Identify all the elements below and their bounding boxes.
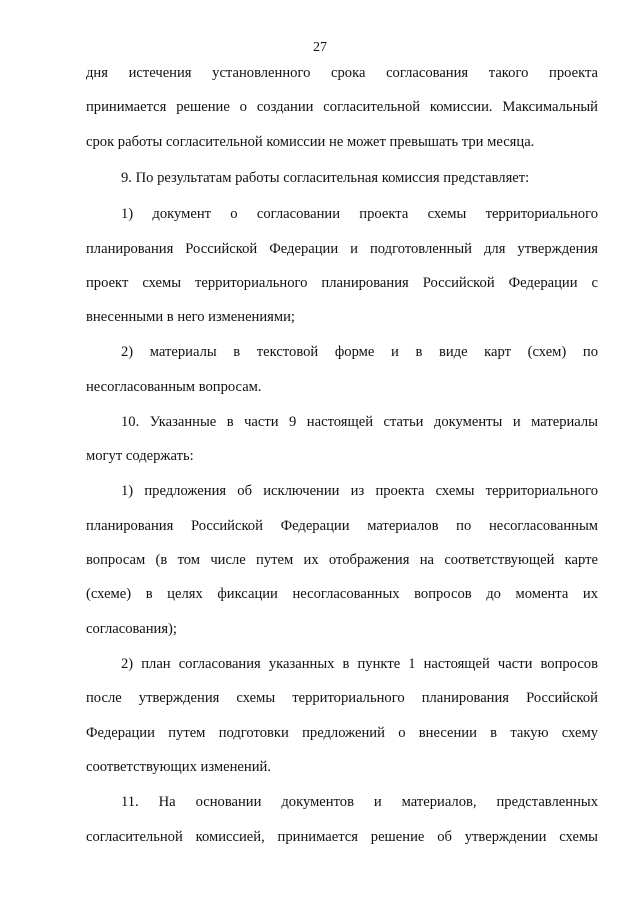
text-line: Федерации путем подготовки предложений о внесении в такую схему	[86, 725, 598, 741]
text-line: принимается решение о создании согласительной комиссии. Максимальный	[86, 99, 598, 115]
text-line: несогласованным вопросам.	[86, 379, 262, 395]
text-line: 2) материалы в текстовой форме и в виде карт (схем) по	[121, 344, 598, 360]
text-line: согласования);	[86, 621, 177, 637]
text-line: могут содержать:	[86, 448, 194, 464]
text-line: 9. По результатам работы согласительная комиссия представляет:	[121, 170, 530, 186]
text-line: (схеме) в целях фиксации несогласованных вопросов до момента их	[86, 586, 598, 602]
text-line: 11. На основании документов и материалов, представленных	[121, 794, 598, 810]
text-line: 2) план согласования указанных в пункте 1 настоящей части вопросов	[121, 656, 598, 672]
text-line: планирования Российской Федерации материалов по несогласованным	[86, 518, 598, 534]
text-line: проект схемы территориального планирования Российской Федерации с	[86, 275, 598, 291]
page-number: 27	[313, 40, 327, 55]
text-line: 1) документ о согласовании проекта схемы территориального	[121, 206, 598, 222]
text-line: 1) предложения об исключении из проекта схемы территориального	[121, 483, 598, 499]
text-line: дня истечения установленного срока согласования такого проекта	[86, 65, 598, 81]
text-line: вопросам (в том числе путем их отображения на соответствующей карте	[86, 552, 598, 568]
text-line: соответствующих изменений.	[86, 759, 271, 775]
text-line: после утверждения схемы территориального планирования Российской	[86, 690, 598, 706]
text-line: планирования Российской Федерации и подготовленный для утверждения	[86, 241, 598, 257]
text-line: срок работы согласительной комиссии не может превышать три месяца.	[86, 134, 535, 150]
text-line: согласительной комиссией, принимается решение об утверждении схемы	[86, 829, 598, 845]
text-line: внесенными в него изменениями;	[86, 309, 295, 325]
text-line: 10. Указанные в части 9 настоящей статьи документы и материалы	[121, 414, 598, 430]
